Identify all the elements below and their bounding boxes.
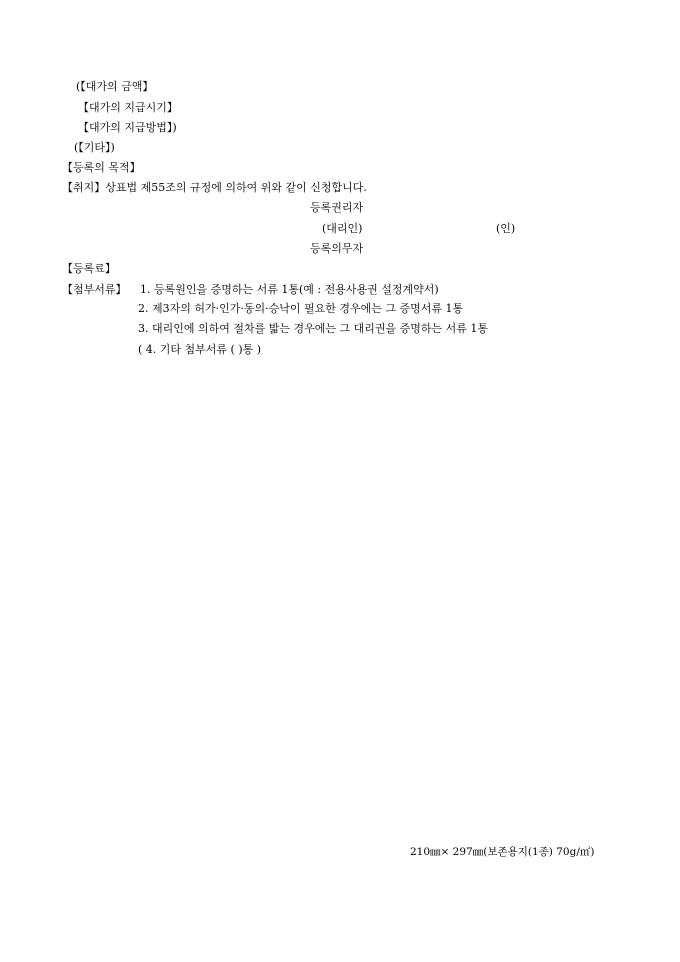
paper-spec-footer: 210㎜× 297㎜(보존용지(1종) 70g/㎡) — [410, 846, 595, 858]
registration-purpose-heading: 【등록의 목적】 — [62, 161, 141, 174]
consideration-method-field: 【대가의 지급방법】) — [78, 121, 177, 134]
attachment-item: 1. 등록원인을 증명하는 서류 1통(예 : 전용사용권 설정계약서) — [140, 283, 439, 296]
statement-text: 【취지】상표법 제55조의 규정에 의하여 위와 같이 신청합니다. — [62, 181, 367, 194]
consideration-timing-field: 【대가의 지급시기】 — [78, 101, 178, 114]
obligor-label: 등록의무자 — [310, 242, 364, 255]
attachment-item: ( 4. 기타 첨부서류 ( )통 ) — [138, 343, 262, 356]
agent-label: (대리인) — [322, 222, 363, 235]
seal-mark: (인) — [496, 222, 516, 235]
other-field: (【기타】) — [74, 141, 115, 154]
consideration-amount-field: (【대가의 금액】 — [76, 80, 154, 93]
registrant-label: 등록권리자 — [310, 201, 364, 214]
registration-fee-heading: 【등록료】 — [62, 262, 116, 275]
attachment-item: 3. 대리인에 의하여 절차를 밟는 경우에는 그 대리권을 증명하는 서류 1통 — [138, 322, 488, 335]
attachment-item: 2. 제3자의 허가·인가·동의·승낙이 필요한 경우에는 그 증명서류 1통 — [138, 302, 464, 315]
attachments-heading: 【첨부서류】 — [62, 283, 127, 296]
